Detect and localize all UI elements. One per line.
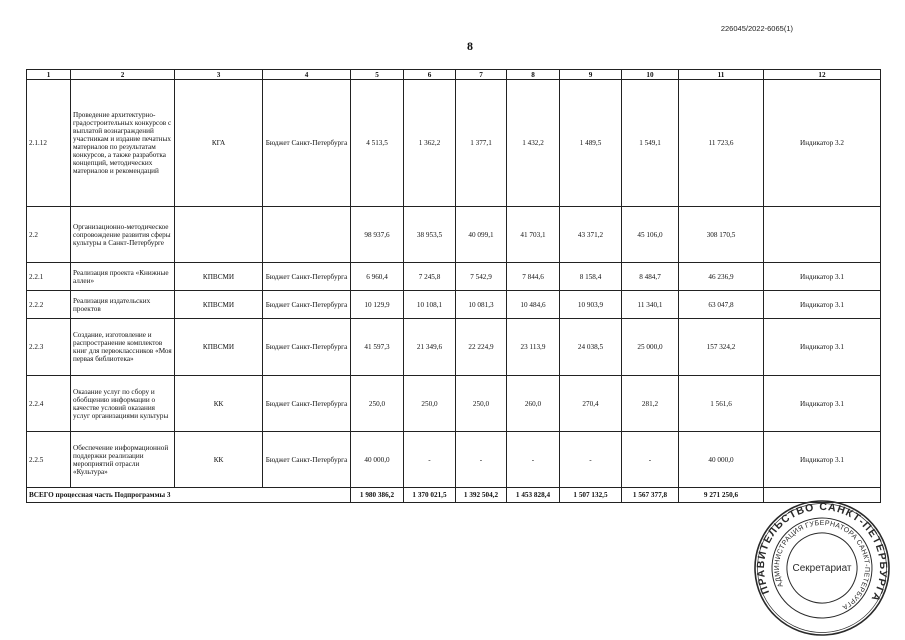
amount-v9: 24 038,5 (560, 319, 622, 376)
amount-v6: 7 245,8 (404, 263, 456, 291)
amount-v7: 1 377,1 (456, 80, 507, 207)
program-table (26, 69, 881, 503)
column-header: 5 (351, 70, 404, 80)
indicator: Индикатор 3.1 (764, 291, 881, 319)
column-header: 8 (507, 70, 560, 80)
stamp-outer-text: ПРАВИТЕЛЬСТВО САНКТ-ПЕТЕРБУРГА (754, 500, 890, 605)
amount-v8: 1 432,2 (507, 80, 560, 207)
indicator: Индикатор 3.1 (764, 263, 881, 291)
table-row (27, 432, 881, 488)
amount-v6: 1 362,2 (404, 80, 456, 207)
amount-v9: - (560, 432, 622, 488)
column-header: 12 (764, 70, 881, 80)
amount-v8: 23 113,9 (507, 319, 560, 376)
total-v9: 1 507 132,5 (560, 488, 622, 503)
funding-source: Бюджет Санкт-Петербурга (263, 432, 351, 488)
table-row (27, 376, 881, 432)
executor: КПВСМИ (175, 319, 263, 376)
amount-v7: 250,0 (456, 376, 507, 432)
amount-v10: 25 000,0 (622, 319, 679, 376)
row-number: 2.2 (27, 207, 71, 263)
amount-v5: 40 000,0 (351, 432, 404, 488)
amount-v5: 6 960,4 (351, 263, 404, 291)
indicator (764, 207, 881, 263)
row-number: 2.2.1 (27, 263, 71, 291)
amount-v5: 4 513,5 (351, 80, 404, 207)
activity-name: Обеспечение информационной поддержки реализации мероприятий отрасли «Культура» (71, 432, 175, 488)
indicator: Индикатор 3.1 (764, 319, 881, 376)
amount-v7: - (456, 432, 507, 488)
table-row (27, 291, 881, 319)
stamp-inner-text: АДМИНИСТРАЦИЯ ГУБЕРНАТОРА САНКТ-ПЕТЕРБУРГА (773, 519, 871, 611)
amount-v6: - (404, 432, 456, 488)
amount-v11: 157 324,2 (679, 319, 764, 376)
amount-v8: 10 484,6 (507, 291, 560, 319)
indicator: Индикатор 3.1 (764, 376, 881, 432)
total-v5: 1 980 386,2 (351, 488, 404, 503)
funding-source: Бюджет Санкт-Петербурга (263, 80, 351, 207)
indicator: Индикатор 3.1 (764, 432, 881, 488)
amount-v11: 1 561,6 (679, 376, 764, 432)
executor: КК (175, 376, 263, 432)
activity-name: Оказание услуг по сбору и обобщению информации о качестве условий оказания услуг организациями культуры (71, 376, 175, 432)
total-v8: 1 453 828,4 (507, 488, 560, 503)
row-number: 2.2.4 (27, 376, 71, 432)
column-number-row (27, 70, 881, 80)
column-header: 3 (175, 70, 263, 80)
indicator: Индикатор 3.2 (764, 80, 881, 207)
amount-v5: 250,0 (351, 376, 404, 432)
executor: КК (175, 432, 263, 488)
funding-source (263, 207, 351, 263)
executor: КПВСМИ (175, 291, 263, 319)
amount-v8: - (507, 432, 560, 488)
total-v7: 1 392 504,2 (456, 488, 507, 503)
amount-v5: 98 937,6 (351, 207, 404, 263)
funding-source: Бюджет Санкт-Петербурга (263, 319, 351, 376)
column-header: 1 (27, 70, 71, 80)
stamp-center-text: Секретариат (792, 563, 852, 574)
column-header: 7 (456, 70, 507, 80)
activity-name: Создание, изготовление и распространение комплектов книг для первоклассников «Моя первая библиотека» (71, 319, 175, 376)
row-number: 2.2.5 (27, 432, 71, 488)
amount-v10: 8 484,7 (622, 263, 679, 291)
activity-name: Организационно-методическое сопровождение развития сферы культуры в Санкт-Петербурге (71, 207, 175, 263)
amount-v10: - (622, 432, 679, 488)
amount-v11: 40 000,0 (679, 432, 764, 488)
column-header: 4 (263, 70, 351, 80)
page-number: 8 (467, 39, 473, 53)
column-header: 9 (560, 70, 622, 80)
amount-v8: 260,0 (507, 376, 560, 432)
column-header: 11 (679, 70, 764, 80)
amount-v9: 270,4 (560, 376, 622, 432)
amount-v5: 10 129,9 (351, 291, 404, 319)
amount-v5: 41 597,3 (351, 319, 404, 376)
amount-v9: 43 371,2 (560, 207, 622, 263)
amount-v11: 308 170,5 (679, 207, 764, 263)
executor: КГА (175, 80, 263, 207)
funding-source: Бюджет Санкт-Петербурга (263, 291, 351, 319)
amount-v7: 10 081,3 (456, 291, 507, 319)
amount-v6: 10 108,1 (404, 291, 456, 319)
activity-name: Реализация проекта «Книжные аллеи» (71, 263, 175, 291)
executor (175, 207, 263, 263)
activity-name: Реализация издательских проектов (71, 291, 175, 319)
amount-v10: 11 340,1 (622, 291, 679, 319)
amount-v6: 38 953,5 (404, 207, 456, 263)
amount-v7: 22 224,9 (456, 319, 507, 376)
row-number: 2.2.2 (27, 291, 71, 319)
column-header: 6 (404, 70, 456, 80)
total-v6: 1 370 021,5 (404, 488, 456, 503)
amount-v6: 250,0 (404, 376, 456, 432)
amount-v9: 10 903,9 (560, 291, 622, 319)
amount-v10: 1 549,1 (622, 80, 679, 207)
row-number: 2.2.3 (27, 319, 71, 376)
document-id: 226045/2022-6065(1) (720, 24, 793, 33)
total-label: ВСЕГО процессная часть Подпрограммы 3 (27, 488, 351, 503)
amount-v10: 281,2 (622, 376, 679, 432)
total-v11: 9 271 250,6 (679, 488, 764, 503)
amount-v6: 21 349,6 (404, 319, 456, 376)
funding-source: Бюджет Санкт-Петербурга (263, 376, 351, 432)
amount-v10: 45 106,0 (622, 207, 679, 263)
amount-v8: 41 703,1 (507, 207, 560, 263)
amount-v11: 11 723,6 (679, 80, 764, 207)
table-row (27, 207, 881, 263)
amount-v7: 7 542,9 (456, 263, 507, 291)
activity-name: Проведение архитектурно-градостроительных конкурсов с выплатой вознаграждений участникам и издание печатных материалов по результатам конкурсов, а также разработка концепций, методических материалов и рекомендаций (71, 80, 175, 207)
amount-v11: 46 236,9 (679, 263, 764, 291)
total-v10: 1 567 377,8 (622, 488, 679, 503)
official-stamp (752, 498, 892, 638)
amount-v7: 40 099,1 (456, 207, 507, 263)
amount-v9: 1 489,5 (560, 80, 622, 207)
table-row (27, 319, 881, 376)
funding-source: Бюджет Санкт-Петербурга (263, 263, 351, 291)
executor: КПВСМИ (175, 263, 263, 291)
amount-v8: 7 844,6 (507, 263, 560, 291)
amount-v9: 8 158,4 (560, 263, 622, 291)
table-row (27, 263, 881, 291)
amount-v11: 63 047,8 (679, 291, 764, 319)
column-header: 2 (71, 70, 175, 80)
table-row (27, 80, 881, 207)
column-header: 10 (622, 70, 679, 80)
row-number: 2.1.12 (27, 80, 71, 207)
